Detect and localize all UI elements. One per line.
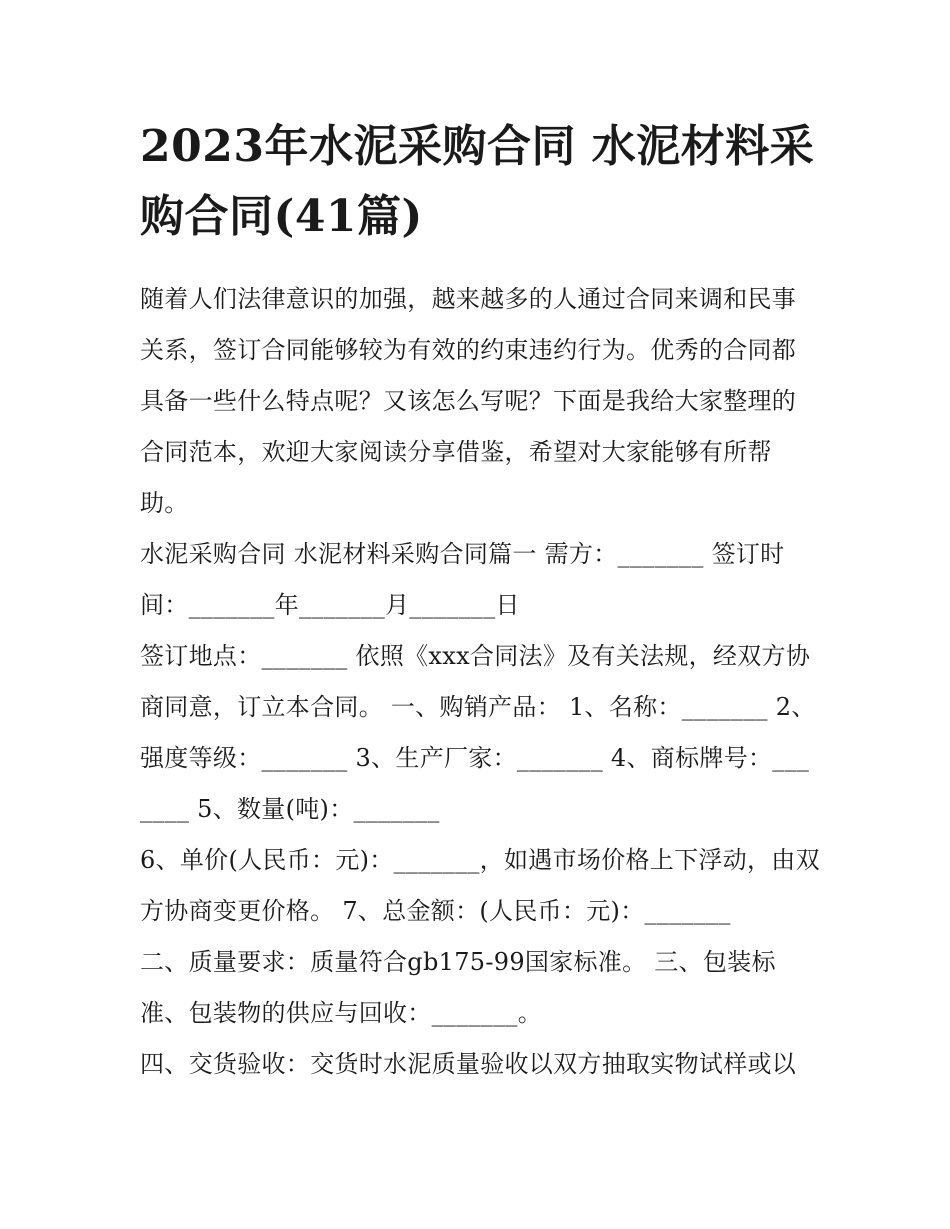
quality-paragraph: 二、质量要求：质量符合gb175-99国家标准。 三、包装标准、包装物的供应与回收：_______。 bbox=[140, 948, 776, 1027]
delivery-paragraph: 四、交货验收：交货时水泥质量验收以双方抽取实物试样或以 bbox=[140, 1050, 797, 1078]
products-paragraph: 签订地点：_______ 依照《xxx合同法》及有关法规，经双方协商同意，订立本合同。 一、购销产品： 1、名称：_______ 2、强度等级：_______ 3、生产厂家：_______ 4、商标牌号：_______ 5、数量(吨)：_______ bbox=[140, 642, 816, 823]
contract-header-paragraph: 水泥采购合同 水泥材料采购合同篇一 需方：_______ 签订时间：_______年_______月_______日 bbox=[140, 540, 785, 619]
intro-paragraph: 随着人们法律意识的加强，越来越多的人通过合同来调和民事关系，签订合同能够较为有效的约束违约行为。优秀的合同都具备一些什么特点呢？又该怎么写呢？下面是我给大家整理的合同范本，欢迎大家阅读分享借鉴，希望对大家能够有所帮助。 bbox=[140, 285, 797, 517]
document-page bbox=[140, 112, 820, 1090]
price-paragraph: 6、单价(人民币：元)：_______，如遇市场价格上下浮动，由双方协商变更价格。 7、总金额：(人民币：元)：_______ bbox=[140, 846, 820, 925]
document-title: 2023年水泥采购合同 水泥材料采购合同(41篇) bbox=[140, 121, 815, 242]
